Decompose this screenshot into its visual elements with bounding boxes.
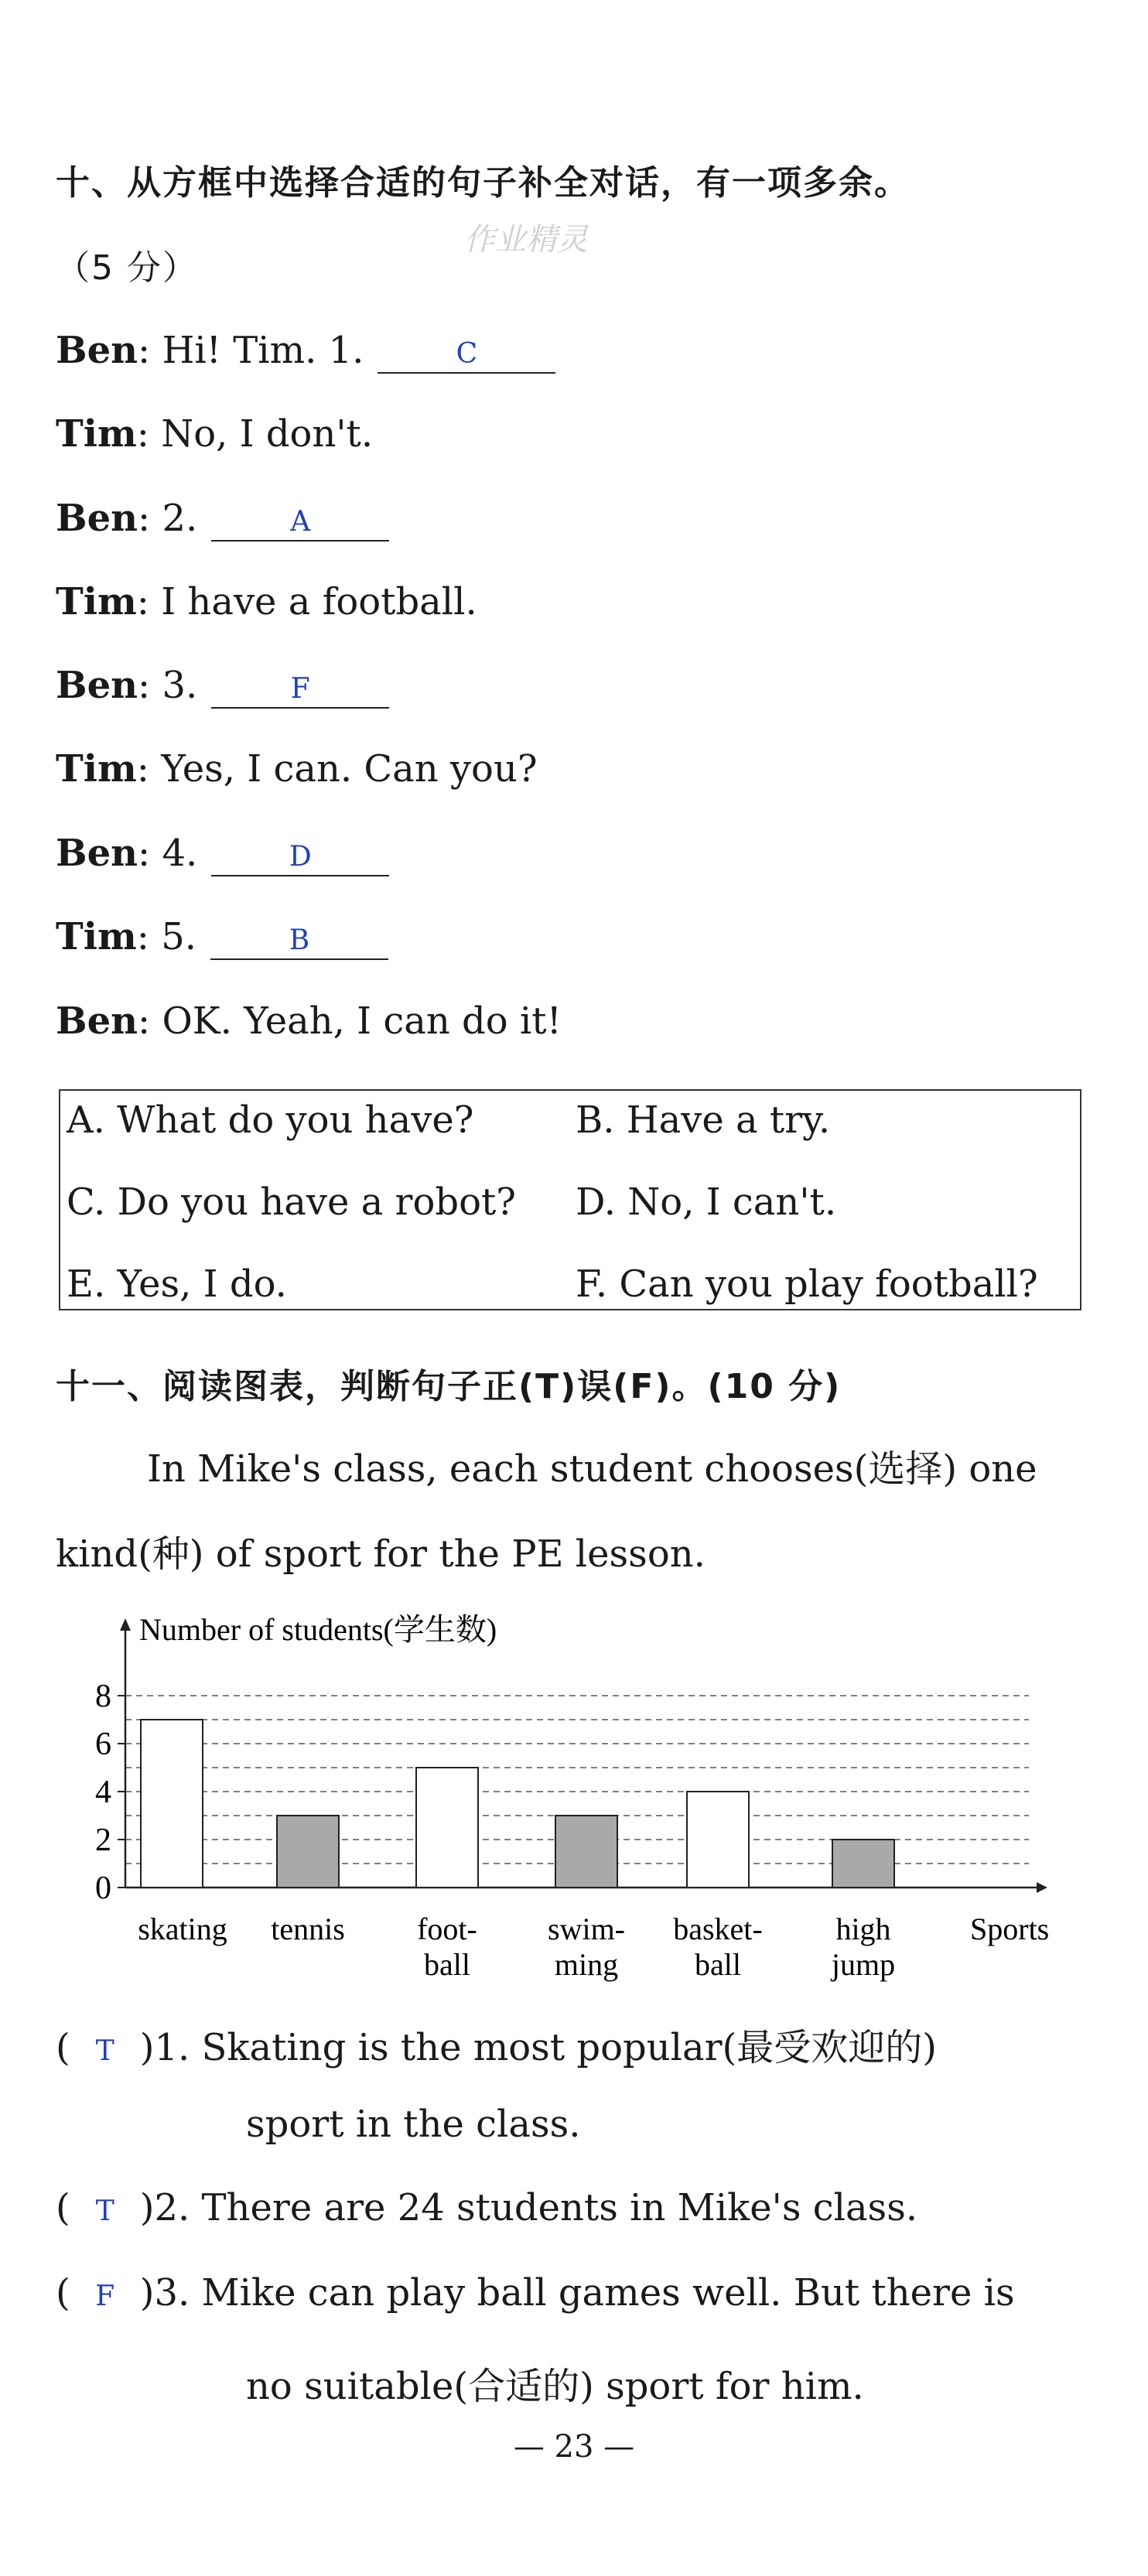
judgement-3-line-2: no suitable(合适的) sport for him. (246, 2365, 864, 2408)
x-tick-label: skating (138, 1912, 227, 1946)
judgement-answer-2[interactable]: T (95, 2195, 114, 2227)
judgement-1-line-2: sport in the class. (246, 2103, 581, 2146)
dialogue-line-7: Ben: 4. D (56, 832, 389, 876)
y-tick-label: 2 (95, 1823, 111, 1858)
option-c: C. Do you have a robot? (67, 1180, 517, 1224)
answer-blank-5[interactable]: B (210, 923, 388, 960)
bar-chart (0, 1594, 1148, 2011)
dialogue-line-4: Tim: I have a football. (56, 580, 477, 624)
x-axis-label: Sports (970, 1912, 1050, 1946)
bar-tennis (277, 1816, 339, 1888)
dialogue-line-3: Ben: 2. A (56, 497, 389, 542)
option-f: F. Can you play football? (576, 1262, 1038, 1306)
y-tick-label: 6 (95, 1727, 111, 1762)
x-tick-label: swim- (548, 1912, 625, 1946)
section-10-points: （5 分） (56, 248, 198, 288)
x-tick-label: basket- (673, 1912, 763, 1946)
chart-plot-area (95, 1612, 1049, 1982)
answer-blank-1[interactable]: C (378, 337, 555, 374)
dialogue-line-6: Tim: Yes, I can. Can you? (56, 747, 538, 791)
x-tick-label: foot- (417, 1912, 477, 1946)
dialogue-line-5: Ben: 3. F (56, 664, 389, 709)
option-b: B. Have a try. (576, 1098, 831, 1142)
watermark: 作业精灵 (464, 222, 588, 258)
y-tick-label: 0 (95, 1871, 111, 1906)
bar-skating (141, 1720, 203, 1888)
y-tick-label: 8 (95, 1679, 111, 1714)
dialogue-line-1: Ben: Hi! Tim. 1. C (56, 329, 555, 374)
intro-line-2: kind(种) of sport for the PE lesson. (56, 1532, 706, 1576)
judgement-2: ( T )2. There are 24 students in Mike's class. (56, 2186, 918, 2229)
dialogue-line-8: Tim: 5. B (56, 915, 388, 960)
x-tick-label: ball (695, 1947, 741, 1982)
page-number: — 23 — (513, 2429, 635, 2465)
y-axis-label: Number of students(学生数) (139, 1612, 497, 1647)
dialogue-line-9: Ben: OK. Yeah, I can do it! (56, 999, 562, 1043)
judgement-answer-3[interactable]: F (95, 2280, 115, 2312)
intro-line-1: In Mike's class, each student chooses(选择) one (147, 1447, 1037, 1491)
bar-swimming (555, 1816, 617, 1888)
x-tick-label: ball (424, 1947, 470, 1982)
bar-football (416, 1768, 478, 1888)
x-axis-arrow (1037, 1882, 1047, 1893)
x-tick-label: high (835, 1912, 891, 1946)
option-a: A. What do you have? (67, 1098, 474, 1142)
y-tick-label: 4 (95, 1775, 111, 1810)
option-d: D. No, I can't. (576, 1180, 837, 1224)
option-e: E. Yes, I do. (67, 1262, 287, 1306)
section-11-title: 十一、阅读图表，判断句子正(T)误(F)。(10 分) (56, 1367, 842, 1406)
bar-basketball (687, 1792, 749, 1888)
y-axis-arrow (120, 1618, 131, 1631)
judgement-answer-1[interactable]: T (95, 2035, 114, 2067)
x-tick-label: ming (554, 1947, 619, 1982)
x-tick-label: jump (831, 1947, 896, 1982)
judgement-1: ( T )1. Skating is the most popular(最受欢迎的) (56, 2026, 937, 2069)
bar-high-jump (832, 1840, 894, 1888)
answer-blank-4[interactable]: D (211, 839, 389, 876)
answer-blank-2[interactable]: A (211, 504, 389, 542)
answer-blank-3[interactable]: F (211, 671, 389, 709)
dialogue-line-2: Tim: No, I don't. (56, 412, 374, 456)
section-10-title: 十、从方框中选择合适的句子补全对话，有一项多余。 (56, 163, 910, 203)
judgement-3: ( F )3. Mike can play ball games well. But there is (56, 2271, 1015, 2315)
x-tick-label: tennis (271, 1912, 345, 1946)
